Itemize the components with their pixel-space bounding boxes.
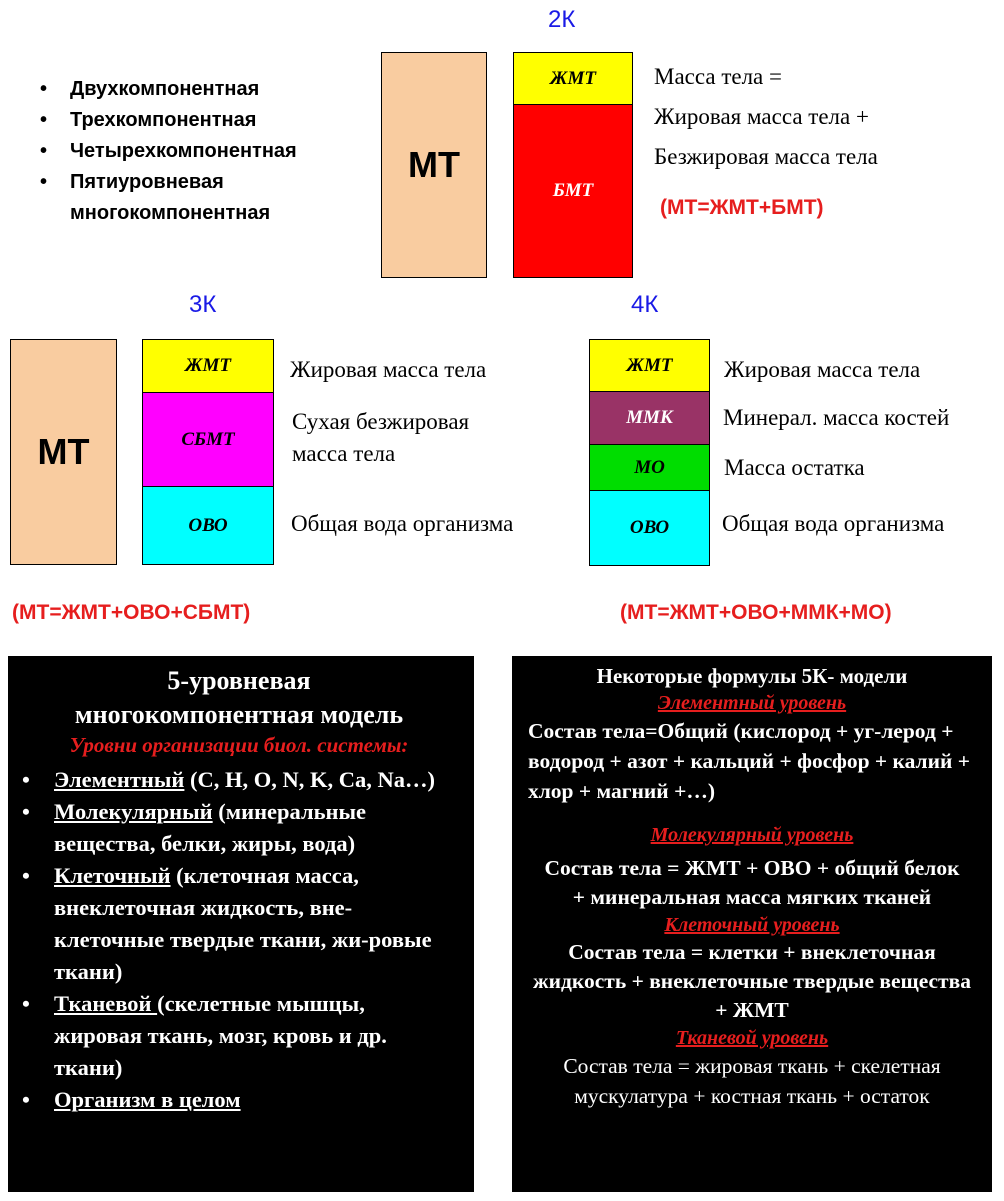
model-list-item: • Трехкомпонентная: [40, 109, 257, 131]
level-name: Элементный: [54, 767, 185, 792]
level-name: Клеточный: [54, 863, 171, 888]
level-item-molecular: • Молекулярный (минеральные вещества, белки, жиры, вода): [22, 799, 367, 856]
model-list-item: • Четырехкомпонентная: [40, 140, 297, 162]
model-2k-desc-2: Жировая масса тела +: [654, 104, 869, 129]
five-level-panel: [8, 656, 474, 1192]
model-3k-formula: (МТ=ЖМТ+ОВО+СБМТ): [12, 601, 251, 624]
segment-ovo: ОВО: [590, 491, 709, 565]
level-item-organism: • Организм в целом: [22, 1087, 241, 1112]
segment-zhmt: ЖМТ: [514, 53, 632, 105]
model-3k-bar: [142, 339, 274, 565]
model-2k-title: 2К: [548, 6, 576, 33]
model-3k-label-sbmt-2: масса тела: [292, 441, 396, 466]
segment-sbmt: СБМТ: [143, 393, 273, 487]
model-3k-label-zhmt: Жировая масса тела: [290, 357, 487, 382]
level-name: Тканевой: [54, 991, 158, 1016]
segment-mo: МО: [590, 445, 709, 491]
formulas-panel: [512, 656, 992, 1192]
level-name: Организм в целом: [54, 1087, 241, 1112]
segment-bmt: БМТ: [514, 105, 632, 277]
level-list: [22, 764, 456, 1116]
heading-element: Элементный уровень: [657, 692, 847, 714]
model-3k-mt-box: МТ: [10, 339, 117, 565]
formula-element: Состав тела=Общий (кислород + уг-лерод + водород + азот + кальций + фосфор + калий + хлор + магний +…): [528, 719, 971, 803]
model-list-item: • Пятиуровневая многокомпонентная: [40, 171, 271, 224]
segment-zhmt: ЖМТ: [590, 340, 709, 392]
panel-title-2: многокомпонентная модель: [74, 700, 404, 729]
model-list-item: • Двухкомпонентная: [40, 78, 260, 100]
model-3k-label-sbmt-1: Сухая безжировая: [292, 409, 470, 434]
model-2k-bar: [513, 52, 633, 278]
segment-mmk: ММК: [590, 392, 709, 445]
segment-ovo: ОВО: [143, 487, 273, 564]
segment-zhmt: ЖМТ: [143, 340, 273, 393]
model-4k-label-mmk: Минерал. масса костей: [723, 405, 950, 430]
model-2k-mt-box: МТ: [381, 52, 487, 278]
model-4k-formula: (МТ=ЖМТ+ОВО+ММК+МО): [620, 601, 892, 624]
model-4k-label-ovo: Общая вода организма: [722, 511, 945, 536]
heading-tissue: Тканевой уровень: [675, 1027, 829, 1049]
model-4k-bar: [589, 339, 710, 566]
heading-molecular: Молекулярный уровень: [650, 824, 854, 846]
model-4k-title: 4К: [631, 291, 659, 318]
model-2k-formula: (МТ=ЖМТ+БМТ): [660, 196, 824, 219]
model-3k-title: 3К: [189, 291, 217, 318]
formula-molecular: Состав тела = ЖМТ + ОВО + общий белок + минеральная масса мягких тканей: [544, 856, 960, 909]
model-2k-desc-3: Безжировая масса тела: [654, 144, 878, 169]
level-name: Молекулярный: [54, 799, 213, 824]
level-item-element: • Элементный (C, H, O, N, K, Ca, Na…): [22, 767, 436, 792]
model-4k-label-zhmt: Жировая масса тела: [724, 357, 921, 382]
level-item-tissue: • Тканевой (скелетные мышцы, жировая ткань, мозг, кровь и др. ткани): [22, 991, 387, 1080]
panel-subtitle: Уровни организации биол. системы:: [69, 733, 409, 757]
formula-tissue: Состав тела = жировая ткань + скелетная мускулатура + костная ткань + остаток: [563, 1054, 941, 1108]
level-item-cellular: • Клеточный (клеточная масса, внеклеточная жидкость, вне-клеточные твердые ткани, жи-ровые ткани): [22, 863, 432, 984]
model-2k-desc-1: Масса тела =: [654, 64, 782, 89]
model-3k-label-ovo: Общая вода организма: [291, 511, 514, 536]
heading-cellular: Клеточный уровень: [664, 914, 840, 936]
model-4k-label-mo: Масса остатка: [724, 455, 865, 480]
formulas-title: Некоторые формулы 5К- модели: [596, 664, 908, 688]
formula-cellular: Состав тела = клетки + внеклеточная жидкость + внеклеточные твердые вещества + ЖМТ: [533, 940, 971, 1022]
model-list: [40, 74, 360, 229]
panel-title-1: 5-уровневая: [167, 666, 311, 695]
